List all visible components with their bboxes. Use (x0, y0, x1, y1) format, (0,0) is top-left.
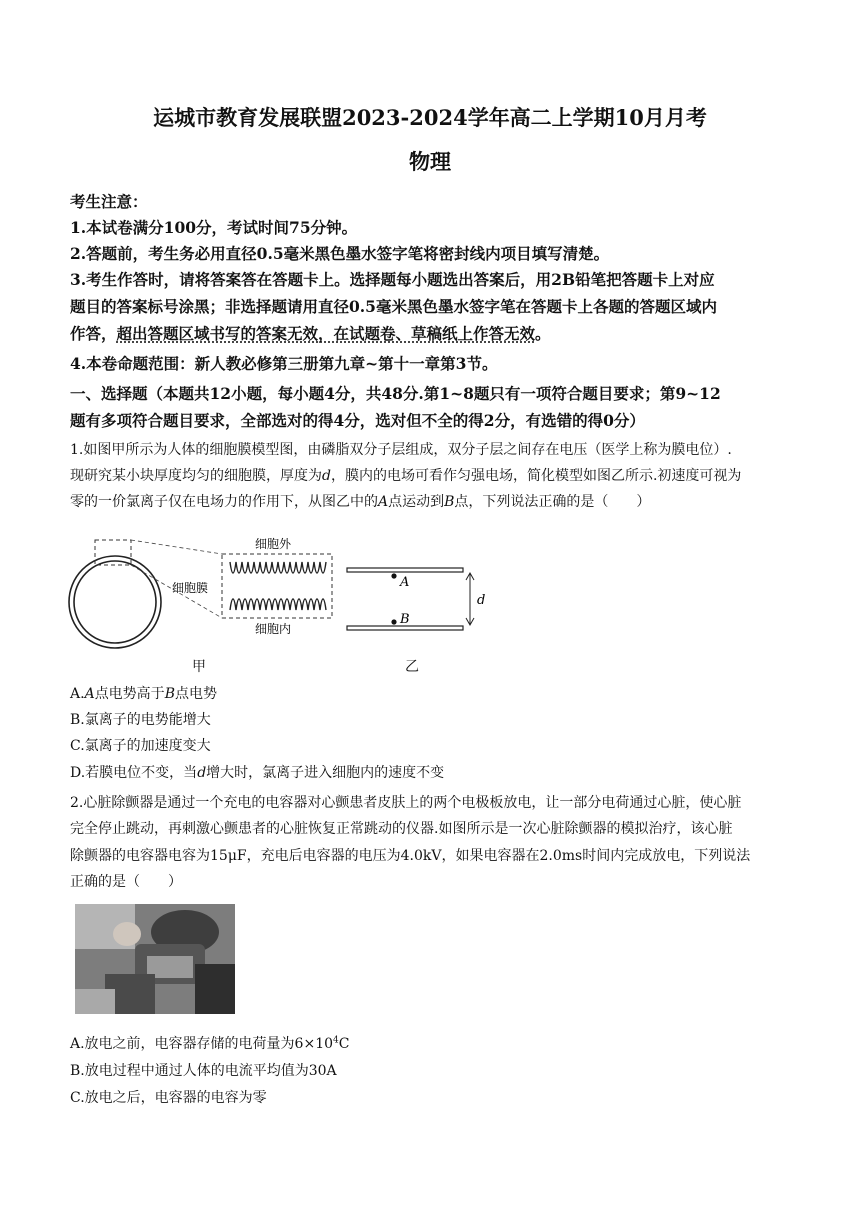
figure-caption-yi: 乙 (405, 659, 419, 675)
q2-stem-line-3: 除颤器的电容器电容为15μF，充电后电容器的电压为4.0kV，如果电容器在2.0ms时间内完成放电，下列说法 (70, 848, 751, 864)
q2-stem-line-1: 2.心脏除颤器是通过一个充电的电容器对心颤患者皮肤上的两个电极板放电，让一部分电荷通过心脏，使心脏 (70, 795, 742, 811)
subject-title: 物理 (409, 149, 451, 174)
q2-option-c: C.放电之后，电容器的电容为零 (70, 1090, 267, 1106)
section-1-header-line-2: 题有多项符合题目要求，全部选对的得4分，选对但不全的得2分，有选错的得0分） (70, 411, 645, 430)
section-1-header-line-1: 一、选择题（本题共12小题，每小题4分，共48分.第1~8题只有一项符合题目要求；第9~12 (70, 384, 721, 403)
membrane-label: 细胞膜 (172, 581, 209, 595)
notice-item-3-line-3: 作答，超出答题区域书写的答案无效，在试题卷、草稿纸上作答无效。 (70, 324, 551, 343)
notice-item-1: 1.本试卷满分100分，考试时间75分钟。 (70, 218, 358, 237)
notice-item-3-line-1: 3.考生作答时，请将答案答在答题卡上。选择题每小题选出答案后，用2B铅笔把答题卡上对应 (70, 270, 715, 289)
notice-item-3-line-2: 题目的答案标号涂黑；非选择题请用直径0.5毫米黑色墨水签字笔在答题卡上各题的答题区域内 (70, 297, 717, 316)
q1-option-d: D.若膜电位不变，当d增大时，氯离子进入细胞内的速度不变 (70, 765, 445, 781)
cell-membrane-diagram (69, 540, 161, 648)
parallel-plates-diagram (347, 568, 474, 630)
q2-stem-line-2: 完全停止跳动，再刺激心颤患者的心脏恢复正常跳动的仪器.如图所示是一次心脏除颤器的模拟治疗，该心脏 (70, 821, 733, 837)
q2-stem-line-4: 正确的是（ ） (70, 874, 182, 890)
distance-label: d (477, 593, 486, 608)
outside-label: 细胞外 (255, 537, 292, 551)
q1-option-a: A.A点电势高于B点电势 (70, 686, 217, 702)
q1-stem-line-3: 零的一价氯离子仅在电场力的作用下，从图乙中的A点运动到B点，下列说法正确的是（ ） (70, 494, 651, 510)
q1-option-b: B.氯离子的电势能增大 (70, 712, 211, 728)
phospholipid-bilayer (230, 562, 326, 610)
notice-item-2: 2.答题前，考生务必用直径0.5毫米黑色墨水签字笔将密封线内项目填写清楚。 (70, 244, 610, 263)
notice-heading: 考生注意： (70, 192, 148, 211)
q1-option-c: C.氯离子的加速度变大 (70, 738, 211, 754)
point-a-label: A (400, 575, 410, 590)
figure-caption-jia: 甲 (192, 659, 206, 675)
q1-stem-line-2: 现研究某小块厚度均匀的细胞膜，厚度为d，膜内的电场可看作匀强电场，简化模型如图乙所示.初速度可视为 (70, 468, 742, 484)
defibrillator-photo (75, 904, 235, 1014)
q2-option-b: B.放电过程中通过人体的电流平均值为30A (70, 1063, 337, 1079)
notice-item-4: 4.本卷命题范围：新人教必修第三册第九章~第十一章第3节。 (70, 354, 498, 373)
q2-option-a: A.放电之前，电容器存储的电荷量为$6\times 10^4C$ (70, 1035, 350, 1052)
point-b-label: B (400, 612, 410, 627)
q1-figure (60, 530, 490, 650)
emphasis-text: 超出答题区域书写的答案无效，在试题卷、草稿纸上作答无效 (116, 324, 536, 343)
inside-label: 细胞内 (255, 622, 292, 636)
exam-title: 运城市教育发展联盟2023-2024学年高二上学期10月月考 (153, 105, 707, 130)
q1-stem-line-1: 1.如图甲所示为人体的细胞膜模型图，由磷脂双分子层组成，双分子层之间存在电压（医学上称为膜电位）. (70, 442, 732, 458)
